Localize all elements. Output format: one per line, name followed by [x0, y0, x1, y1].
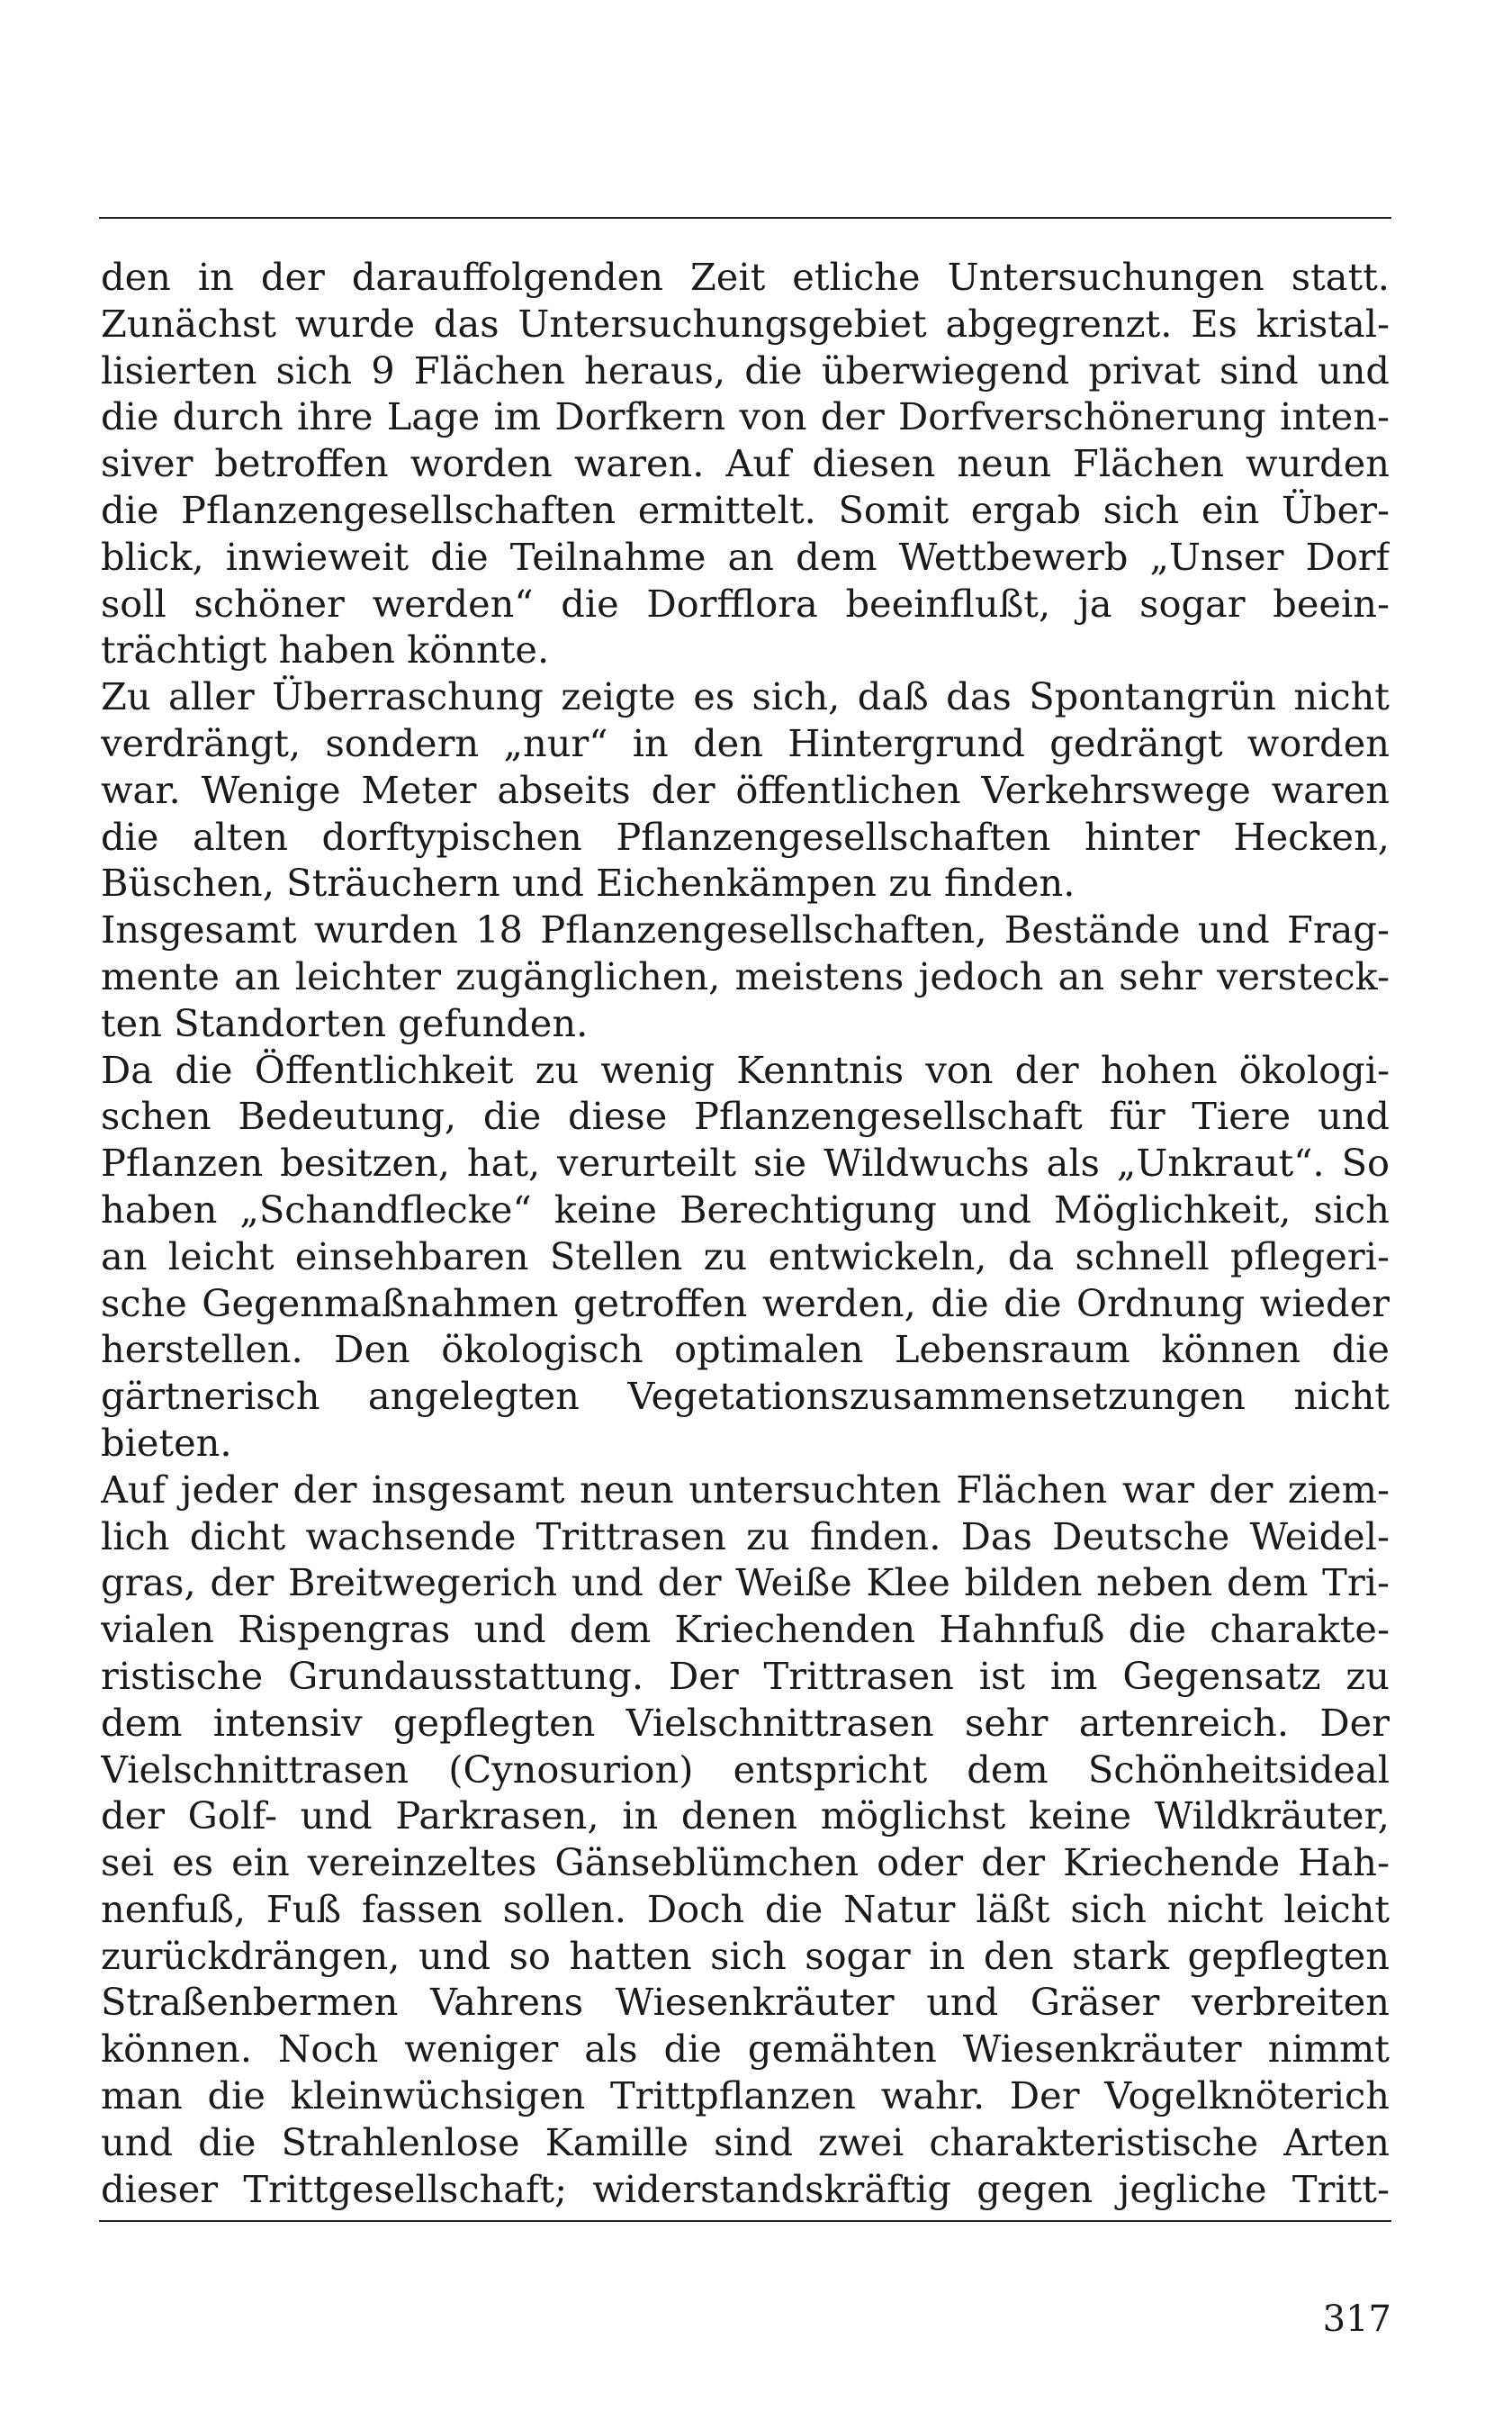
text-line: herstellen. Den ökologisch optimalen Lebensraum können die	[101, 1327, 1390, 1372]
text-line: die Pflanzengesellschaften ermittelt. Somit ergab sich ein Über-	[101, 487, 1390, 532]
text-line: blick, inwieweit die Teilnahme an dem Wettbewerb „Unser Dorf	[101, 534, 1390, 579]
text-line: war. Wenige Meter abseits der öffentlichen Verkehrswege waren	[101, 767, 1390, 812]
text-line: Büschen, Sträuchern und Eichenkämpen zu finden.	[101, 861, 1076, 906]
text-line: Insgesamt wurden 18 Pflanzengesellschaften, Bestände und Frag-	[101, 908, 1390, 953]
text-line: der Golf- und Parkrasen, in denen möglichst keine Wildkräuter,	[101, 1793, 1390, 1838]
text-line: Auf jeder der insgesamt neun untersuchten Flächen war der ziem-	[101, 1467, 1390, 1512]
text-line: die alten dorftypischen Pflanzengesellschaften hinter Hecken,	[101, 814, 1390, 859]
text-line: Pflanzen besitzen, hat, verurteilt sie Wildwuchs als „Unkraut“. So	[101, 1141, 1390, 1186]
text-line: dem intensiv gepflegten Vielschnittrasen sehr artenreich. Der	[101, 1700, 1390, 1745]
body-text	[101, 254, 1390, 2212]
text-line: nenfuß, Fuß fassen sollen. Doch die Natur läßt sich nicht leicht	[101, 1886, 1390, 1931]
text-line: Zu aller Überraschung zeigte es sich, daß das Spontangrün nicht	[101, 674, 1390, 719]
text-line: Vielschnittrasen (Cynosurion) entspricht dem Schönheitsideal	[101, 1747, 1390, 1792]
text-line: Da die Öffentlichkeit zu wenig Kenntnis von der hohen ökologi-	[101, 1047, 1390, 1092]
text-line: sche Gegenmaßnahmen getroffen werden, die die Ordnung wieder	[101, 1280, 1390, 1325]
text-line: dieser Trittgesellschaft; widerstandskräftig gegen jegliche Tritt-	[101, 2166, 1390, 2211]
page-number: 317	[1322, 2298, 1391, 2340]
text-line: Straßenbermen Vahrens Wiesenkräuter und Gräser verbreiten	[101, 1980, 1390, 2025]
bottom-rule	[99, 2220, 1391, 2222]
text-line: trächtigt haben könnte.	[101, 628, 550, 673]
text-line: die durch ihre Lage im Dorfkern von der Dorfverschönerung inten-	[101, 394, 1390, 439]
text-line: an leicht einsehbaren Stellen zu entwickeln, da schnell pflegeri-	[101, 1233, 1390, 1278]
text-line: lich dicht wachsende Trittrasen zu finden. Das Deutsche Weidel-	[101, 1513, 1390, 1558]
text-line: zurückdrängen, und so hatten sich sogar in den stark gepflegten	[101, 1933, 1390, 1978]
text-line: Zunächst wurde das Untersuchungsgebiet abgegrenzt. Es kristal-	[101, 301, 1390, 346]
text-line: sei es ein vereinzeltes Gänseblümchen oder der Kriechende Hah-	[101, 1840, 1390, 1885]
text-line: verdrängt, sondern „nur“ in den Hintergrund gedrängt worden	[101, 720, 1390, 765]
text-line: gärtnerisch angelegten Vegetationszusammensetzungen nicht	[101, 1374, 1390, 1419]
text-line: den in der darauffolgenden Zeit etliche Untersuchungen statt.	[101, 255, 1390, 299]
text-line: ten Standorten gefunden.	[101, 1000, 589, 1045]
top-rule	[99, 217, 1391, 219]
text-line: lisierten sich 9 Flächen heraus, die überwiegend privat sind und	[101, 348, 1390, 393]
text-line: soll schöner werden“ die Dorfflora beeinflußt, ja sogar beein-	[101, 581, 1390, 626]
text-line: schen Bedeutung, die diese Pflanzengesellschaft für Tiere und	[101, 1094, 1390, 1139]
text-line: siver betroffen worden waren. Auf diesen neun Flächen wurden	[101, 441, 1390, 486]
text-line: man die kleinwüchsigen Trittpflanzen wahr. Der Vogelknöterich	[101, 2073, 1390, 2118]
text-line: haben „Schandflecke“ keine Berechtigung und Möglichkeit, sich	[101, 1187, 1390, 1232]
text-line: mente an leichter zugänglichen, meistens jedoch an sehr versteck-	[101, 953, 1390, 998]
text-line: vialen Rispengras und dem Kriechenden Hahnfuß die charakte-	[101, 1607, 1390, 1652]
text-line: bieten.	[101, 1420, 232, 1465]
text-line: und die Strahlenlose Kamille sind zwei charakteristische Arten	[101, 2119, 1390, 2164]
text-line: ristische Grundausstattung. Der Trittrasen ist im Gegensatz zu	[101, 1653, 1390, 1698]
text-line: gras, der Breitwegerich und der Weiße Klee bilden neben dem Tri-	[101, 1560, 1390, 1605]
text-line: können. Noch weniger als die gemähten Wiesenkräuter nimmt	[101, 2027, 1390, 2072]
